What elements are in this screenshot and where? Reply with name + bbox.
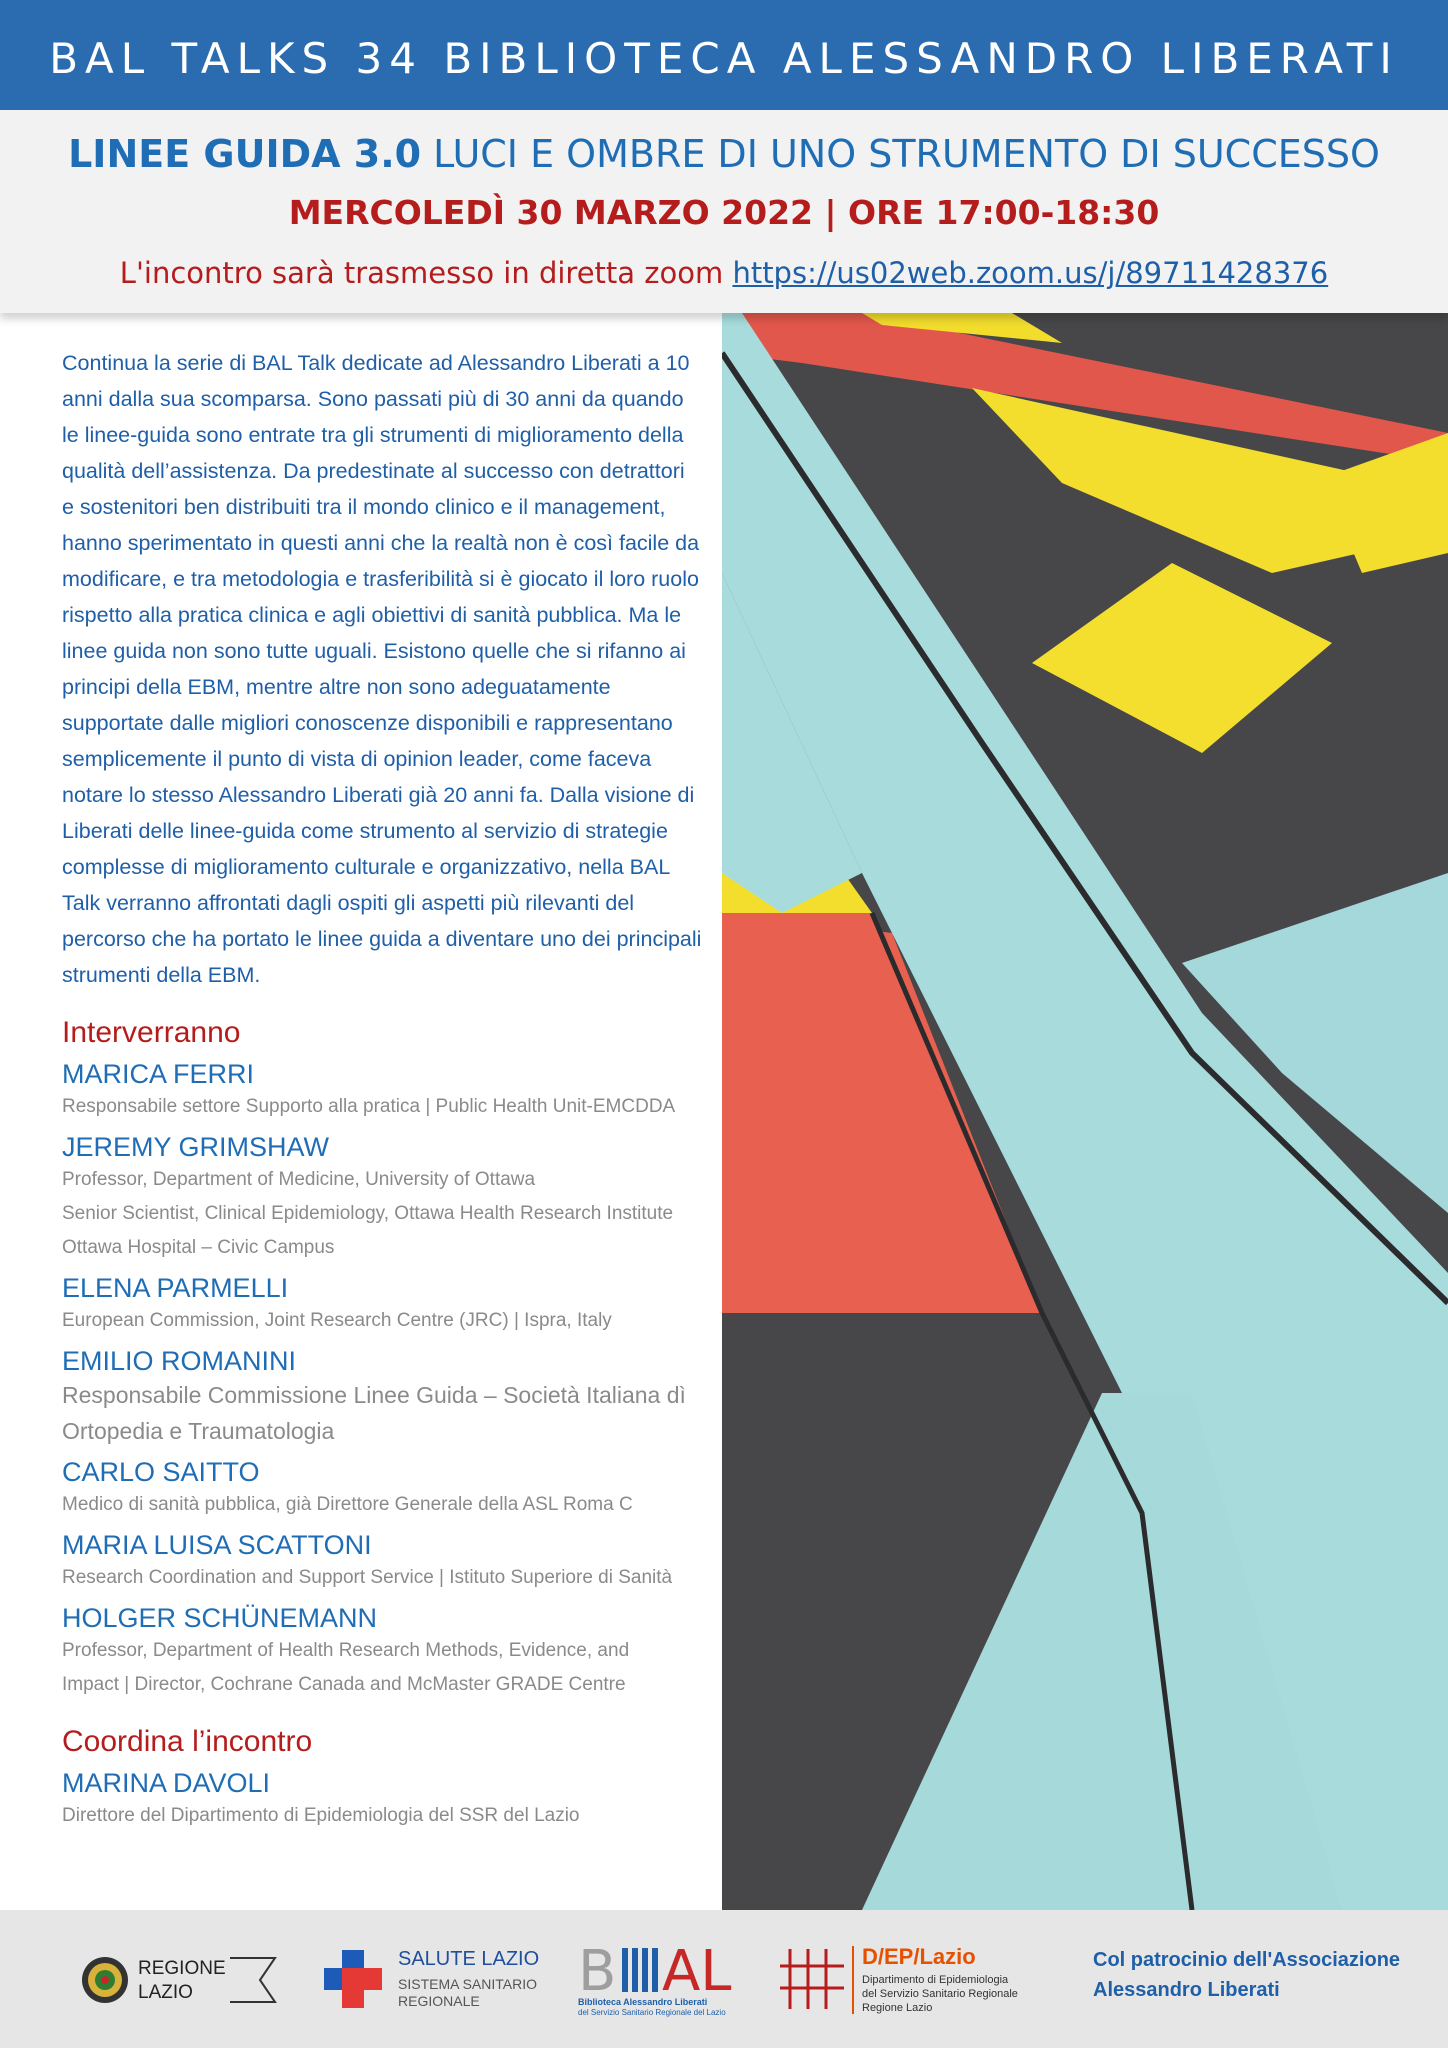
content-column bbox=[62, 345, 702, 1833]
speaker-name: HOLGER SCHÜNEMANN bbox=[62, 1603, 378, 1633]
event-header bbox=[0, 110, 1448, 313]
salute-sub-2: REGIONALE bbox=[398, 1993, 480, 2009]
stream-info bbox=[0, 256, 1448, 290]
speaker-role: Research Coordination and Support Service | Istituto Superiore di Sanità bbox=[62, 1567, 673, 1588]
coordinator-heading: Coordina l’incontro bbox=[62, 1725, 313, 1758]
speaker-role: Responsabile settore Supporto alla pratica | Public Health Unit-EMCDDA bbox=[62, 1096, 676, 1117]
speaker-item bbox=[62, 1058, 702, 1124]
speaker-role: Ortopedia e Traumatologia bbox=[62, 1418, 335, 1444]
dep-divider bbox=[852, 1946, 854, 2014]
speaker-item bbox=[62, 1131, 702, 1265]
speaker-role: Medico di sanità pubblica, già Direttore Generale della ASL Roma C bbox=[62, 1494, 633, 1515]
speaker-role: Professor, Department of Medicine, University of Ottawa bbox=[62, 1169, 536, 1190]
patronage-line-1: Col patrocinio dell'Associazione bbox=[1093, 1949, 1401, 1971]
bal-caption-2: del Servizio Sanitario Regionale del Lazio bbox=[578, 2008, 726, 2017]
salute-title: SALUTE LAZIO bbox=[398, 1948, 540, 1970]
salute-sub-1: SISTEMA SANITARIO bbox=[398, 1976, 537, 1992]
speaker-item bbox=[62, 1529, 702, 1595]
speaker-item bbox=[62, 1456, 702, 1522]
event-title bbox=[0, 132, 1448, 176]
intro-paragraph: Continua la serie di BAL Talk dedicate ad Alessandro Liberati a 10 anni dalla sua scomparsa. Sono passati più di 30 anni da quando le linee-guida sono entrate tra gli strumenti di miglioramento della qualità dell’assistenza. Da predestinate al successo con detrattori e sostenitori ben distribuiti tra il mondo clinico e il management, hanno sperimentato in questi anni che la realtà non è così facile da modificare, e tra metodologia e trasferibilità si è giocato il loro ruolo rispetto alla pratica clinica e agli obiettivi di sanità pubblica. Ma le linee guida non sono tutte uguali. Esistono quelle che si rifanno ai principi della EBM, mentre altre non sono adeguatamente supportate dalle migliori conoscenze disponibili e rappresentano semplicemente il punto di vista di opinion leader, come faceva notare lo stesso Alessandro Liberati già 20 anni fa. Dalla visione di Liberati delle linee-guida come strumento al servizio di strategie complesse di miglioramento culturale e organizzativo, nella BAL Talk verranno affrontati dagli ospiti gli aspetti più rilevanti del percorso che ha portato le linee guida a diventare uno dei principali strumenti della EBM. bbox=[62, 351, 702, 987]
patronage-text bbox=[1093, 1945, 1400, 2005]
dep-line-3: Regione Lazio bbox=[862, 2002, 933, 2014]
bal-caption-1: Biblioteca Alessandro Liberati bbox=[578, 1997, 708, 2007]
speaker-name: MARIA LUISA SCATTONI bbox=[62, 1530, 372, 1560]
speaker-role: Senior Scientist, Clinical Epidemiology, Ottawa Health Research Institute bbox=[62, 1203, 674, 1224]
bal-letters-icon bbox=[578, 1940, 748, 1996]
zoom-link[interactable]: https://us02web.zoom.us/j/89711428376 bbox=[732, 256, 1329, 290]
speaker-role: Professor, Department of Health Research Methods, Evidence, and bbox=[62, 1640, 630, 1661]
dep-lazio-logo bbox=[778, 1944, 1028, 2020]
speaker-role: Ottawa Hospital – Civic Campus bbox=[62, 1237, 335, 1258]
speaker-item bbox=[62, 1272, 702, 1338]
speaker-item bbox=[62, 1345, 702, 1449]
coordinator-role: Direttore del Dipartimento di Epidemiologia del SSR del Lazio bbox=[62, 1805, 580, 1826]
svg-text:B: B bbox=[578, 1940, 617, 1996]
speaker-item bbox=[62, 1602, 702, 1702]
speaker-name: ELENA PARMELLI bbox=[62, 1273, 289, 1303]
coordinator-item bbox=[62, 1767, 702, 1833]
speaker-role: Impact | Director, Cochrane Canada and McMaster GRADE Centre bbox=[62, 1674, 626, 1695]
regione-label-2: LAZIO bbox=[138, 1982, 193, 2003]
salute-lazio-logo bbox=[322, 1948, 552, 2012]
footer-logos bbox=[0, 1910, 1448, 2048]
regione-lazio-logo bbox=[80, 1950, 280, 2010]
event-date: MERCOLEDÌ 30 MARZO 2022 | ORE 17:00-18:30 bbox=[288, 193, 1160, 232]
dep-line-1: Dipartimento di Epidemiologia bbox=[862, 1974, 1009, 1986]
speaker-name: JEREMY GRIMSHAW bbox=[62, 1132, 330, 1162]
dep-emblem-icon bbox=[778, 1944, 848, 2014]
speaker-name: CARLO SAITTO bbox=[62, 1457, 260, 1487]
regione-label-1: REGIONE bbox=[138, 1958, 226, 1979]
bal-logo bbox=[578, 1940, 748, 2020]
speaker-role: Responsabile Commissione Linee Guida – Società Italiana dì bbox=[62, 1382, 686, 1408]
red-cross-icon bbox=[322, 1948, 384, 2010]
speaker-role: European Commission, Joint Research Centre (JRC) | Ispra, Italy bbox=[62, 1310, 612, 1331]
stream-text: L'incontro sarà trasmesso in diretta zoom bbox=[119, 256, 724, 290]
series-title: BAL TALKS 34 BIBLIOTECA ALESSANDRO LIBERATI bbox=[49, 34, 1399, 83]
dep-title: D/EP/Lazio bbox=[862, 1944, 976, 1969]
event-title-rest: LUCI E OMBRE DI UNO STRUMENTO DI SUCCESSO bbox=[433, 132, 1380, 176]
svg-text:AL: AL bbox=[662, 1940, 732, 1996]
dep-line-2: del Servizio Sanitario Regionale bbox=[862, 1988, 1018, 2000]
top-banner bbox=[0, 0, 1448, 110]
patronage-line-2: Alessandro Liberati bbox=[1093, 1979, 1280, 2001]
cover-photo bbox=[722, 313, 1448, 1910]
speaker-name: MARICA FERRI bbox=[62, 1059, 255, 1089]
speakers-heading: Interverranno bbox=[62, 1016, 241, 1049]
event-title-bold: LINEE GUIDA 3.0 bbox=[68, 132, 422, 176]
coordinator-name: MARINA DAVOLI bbox=[62, 1768, 271, 1798]
speaker-name: EMILIO ROMANINI bbox=[62, 1346, 297, 1376]
